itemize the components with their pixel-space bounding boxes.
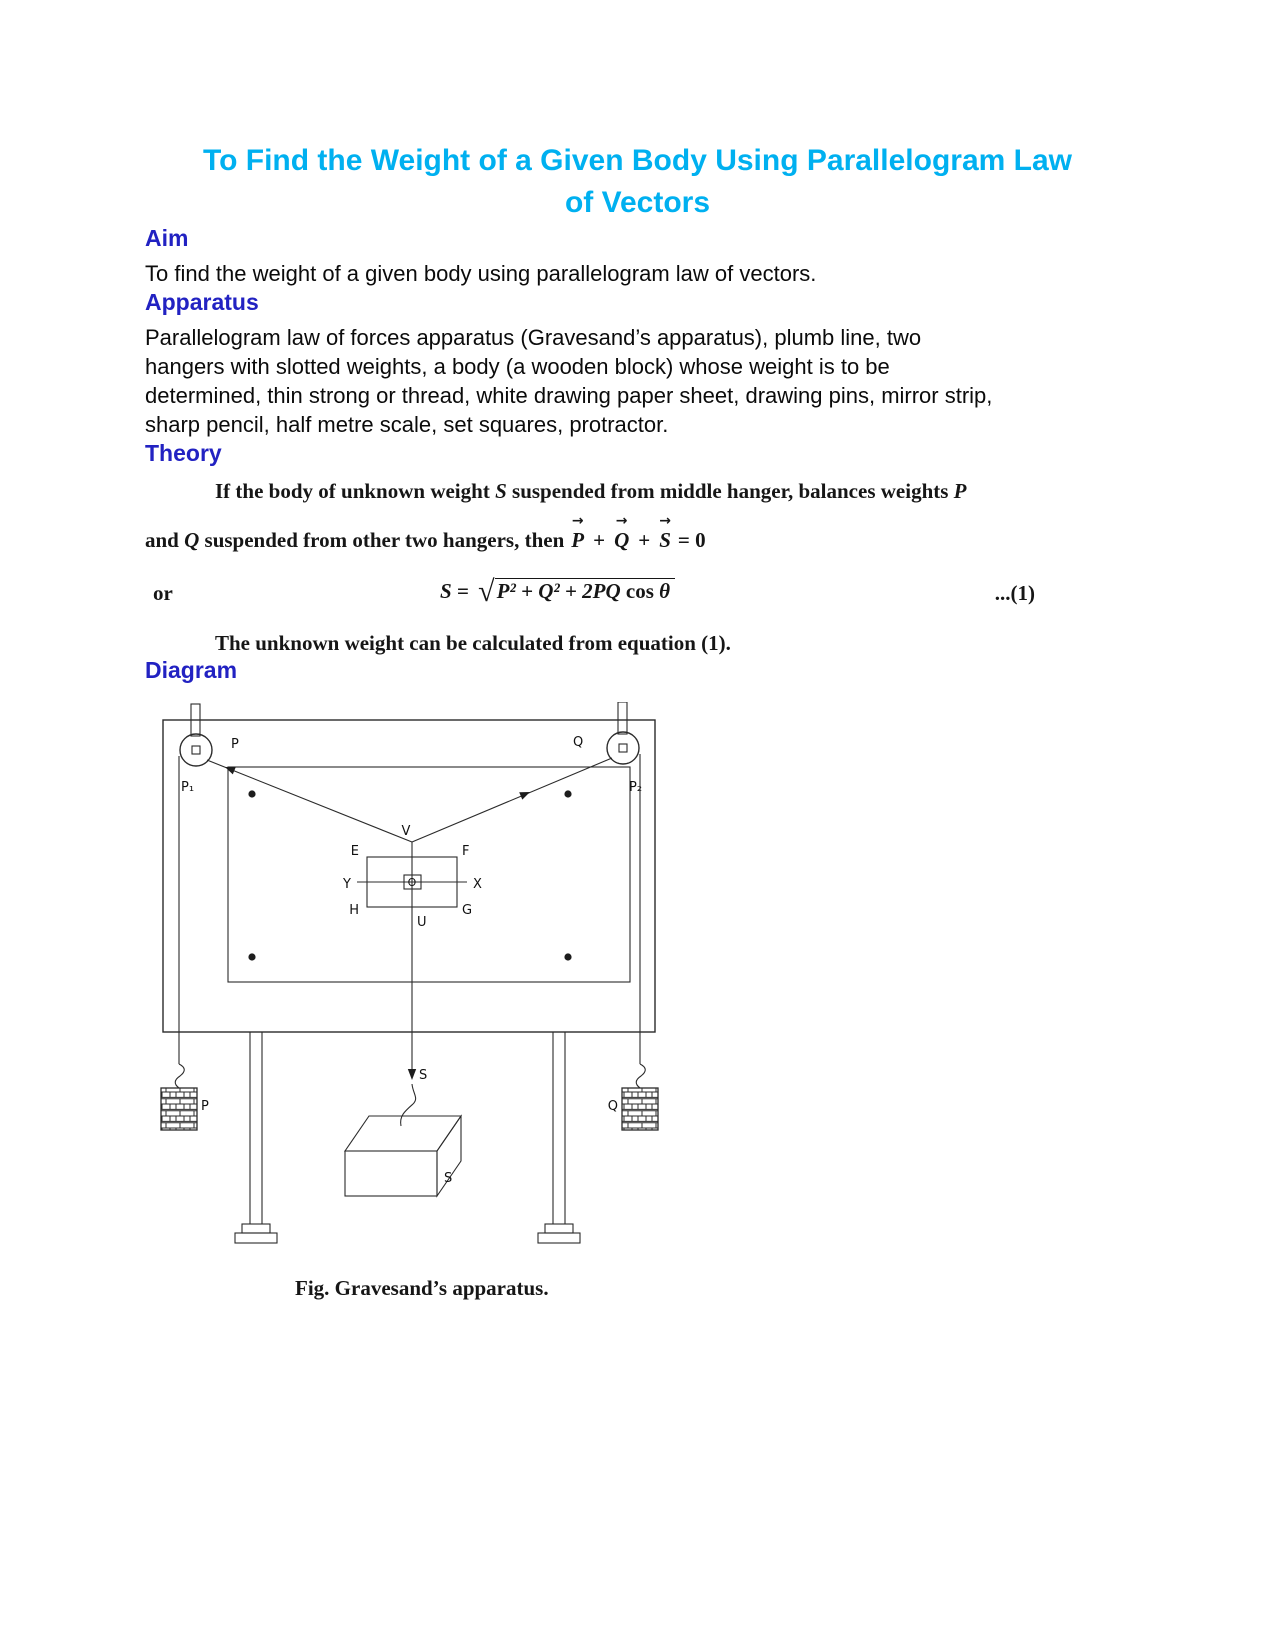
right-weight-hook: [636, 1064, 645, 1088]
label-f: F: [462, 844, 470, 859]
theory-text: If the body of unknown weight: [215, 479, 496, 503]
page-title: [145, 140, 1130, 224]
left-string: [207, 760, 412, 842]
right-leg: [538, 1032, 580, 1243]
equals-sign: =: [451, 579, 475, 603]
left-pulley-wheel: [180, 734, 212, 766]
vector-letter: P: [571, 528, 585, 552]
right-pulley-axle: [619, 744, 627, 752]
diagram-container: [145, 702, 1130, 1301]
theta-symbol: θ: [659, 579, 671, 603]
vector-p: [571, 513, 585, 553]
theory-text: and: [145, 528, 185, 552]
theory-line-1: [145, 479, 1130, 504]
vector-arrow-icon: →: [571, 513, 584, 529]
label-h: H: [349, 903, 359, 918]
apparatus-line: Parallelogram law of forces apparatus (Gravesand’s apparatus), plumb line, two: [145, 325, 922, 350]
apparatus-heading: Apparatus: [145, 289, 259, 315]
left-weight: [161, 1088, 197, 1130]
plus-sign: +: [593, 528, 606, 552]
force-s-arrowhead: [408, 1069, 416, 1080]
apparatus-line: sharp pencil, half metre scale, set squares, protractor.: [145, 412, 669, 437]
radicand-terms: P² + Q² + 2PQ: [496, 579, 621, 603]
right-weight: [622, 1088, 658, 1130]
right-string: [412, 758, 612, 842]
left-pulley-axle: [192, 746, 200, 754]
label-force-q: Q: [573, 735, 584, 750]
vector-s: [659, 513, 671, 553]
plus-sign: +: [638, 528, 651, 552]
left-pulley: [180, 704, 212, 766]
or-label: or: [153, 581, 173, 605]
figure-caption-fig: Fig.: [295, 1276, 330, 1300]
diagram-heading: Diagram: [145, 657, 238, 683]
apparatus-line: hangers with slotted weights, a body (a wooden block) whose weight is to be: [145, 354, 890, 379]
label-force-p: P: [231, 737, 239, 752]
middle-hook: [401, 1084, 416, 1126]
drawing-pin: [564, 953, 571, 960]
right-foot-base: [538, 1233, 580, 1243]
block-front-face: [345, 1151, 437, 1196]
label-v: V: [401, 824, 411, 839]
label-u: U: [417, 915, 427, 930]
vector-arrow-icon: →: [659, 513, 671, 529]
drawing-pin: [248, 790, 255, 797]
vector-arrow-icon: →: [615, 513, 628, 529]
vector-q: [614, 513, 630, 553]
drawing-pin: [564, 790, 571, 797]
left-foot-upper: [242, 1224, 270, 1233]
radicand: [495, 578, 675, 603]
variable-p: P: [953, 479, 967, 503]
gravesand-apparatus-diagram: [145, 702, 685, 1257]
vector-letter: Q: [614, 528, 630, 552]
label-weight-q: Q: [607, 1099, 618, 1114]
label-weight-p: P: [201, 1099, 209, 1114]
equation-lhs: S: [440, 579, 452, 603]
equals-zero: = 0: [677, 528, 706, 552]
vector-letter: S: [659, 528, 671, 552]
cos-label: cos: [620, 579, 660, 603]
label-e: E: [350, 844, 359, 859]
theory-line-4: The unknown weight can be calculated from equation (1).: [215, 631, 731, 655]
page-title-line2: of Vectors: [564, 186, 711, 219]
theory-heading: Theory: [145, 440, 222, 466]
right-pulley: [607, 702, 639, 764]
figure-caption: [295, 1276, 1130, 1301]
paper-sheet-outline: [228, 767, 630, 982]
label-force-s: S: [419, 1068, 428, 1083]
equation-number: ...(1): [994, 581, 1035, 605]
block-top-face: [345, 1116, 461, 1151]
theory-text: suspended from other two hangers, then: [199, 528, 565, 552]
label-p2: P₂: [629, 780, 643, 795]
label-g: G: [462, 903, 473, 918]
force-q-arrowhead: [519, 792, 530, 800]
theory-text: suspended from middle hanger, balances weights: [506, 479, 954, 503]
right-foot-upper: [545, 1224, 573, 1233]
force-p-arrowhead: [225, 767, 236, 774]
page-title-line1: To Find the Weight of a Given Body Using Parallelogram Law: [203, 144, 1072, 177]
left-leg: [235, 1032, 277, 1243]
aim-body: To find the weight of a given body using parallelogram law of vectors.: [145, 261, 817, 286]
label-y: Y: [343, 877, 351, 892]
theory-equation: [440, 575, 675, 609]
sqrt-icon: √: [478, 575, 495, 608]
right-pulley-wheel: [607, 732, 639, 764]
apparatus-line: determined, thin strong or thread, white drawing paper sheet, drawing pins, mirror strip,: [145, 383, 993, 408]
theory-line-2: [145, 512, 1130, 553]
figure-caption-text: Gravesand’s apparatus.: [329, 1276, 549, 1300]
label-p1: P₁: [181, 780, 195, 795]
variable-s: S: [495, 479, 507, 503]
drawing-pin: [248, 953, 255, 960]
theory-block: [145, 479, 1130, 656]
label-o: O: [407, 876, 417, 889]
right-pulley-post: [618, 702, 627, 734]
aim-heading: Aim: [145, 225, 189, 251]
left-foot-base: [235, 1233, 277, 1243]
left-weight-hook: [175, 1064, 184, 1088]
apparatus-body: [145, 323, 1130, 439]
label-block-s: S: [444, 1171, 453, 1186]
theory-equation-row: [145, 565, 1130, 619]
variable-q: Q: [184, 528, 200, 552]
label-x: X: [473, 877, 482, 892]
